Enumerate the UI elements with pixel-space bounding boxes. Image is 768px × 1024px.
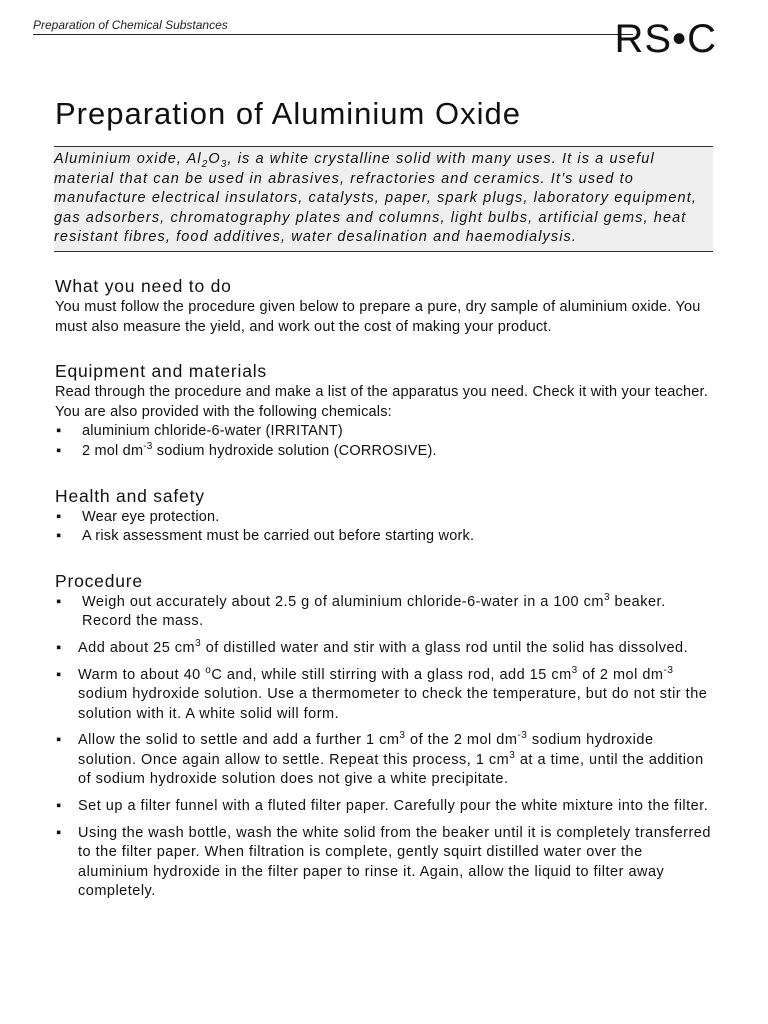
bullet-icon: ▪ (56, 442, 62, 459)
bullet-icon: ▪ (56, 666, 62, 683)
section-heading-what: What you need to do (55, 275, 232, 296)
list-item: ▪ 2 mol $dm^{-3}$ sodium hydroxide solution (CORROSIVE). (55, 442, 713, 462)
section-heading-equipment: Equipment and materials (55, 361, 267, 382)
procedure-steps (55, 593, 713, 902)
procedure-step: ▪ Warm to about 40 $^o$C and, while still stirring with a glass rod, add 15 $cm^3$ of 2 mol $dm^{-3}$ sodium hydroxide solution. Use a thermometer to check the temperature, but do not stir the solution with it. A white solid will form. (56, 664, 708, 722)
procedure-step: ▪ Using the wash bottle, wash the white solid from the beaker until it is completely transferred to the filter paper. When filtration is complete, gently squirt distilled water over the aluminium hydroxide in the filter paper to rinse it. Again, allow the liquid to filter away completely. (56, 824, 711, 900)
bullet-icon: ▪ (56, 639, 62, 656)
bullet-icon: ▪ (56, 824, 62, 841)
procedure-step: ▪ Allow the solid to settle and add a further 1 $cm^3$ of the 2 mol $dm^{-3}$ sodium hydroxide solution. Once again allow to settle. Repeat this process, 1 $cm^3$ at a time, until the addition of sodium hydroxide solution does not give a white precipitate. (56, 730, 704, 788)
bullet-icon: ▪ (56, 593, 62, 610)
procedure-step: ▪ Add about 25 $cm^3$ of distilled water and stir with a glass rod until the solid has dissolved. (55, 639, 713, 659)
intro-box (54, 146, 713, 252)
page-header (33, 17, 717, 61)
bullet-icon: ▪ (56, 423, 62, 440)
header-rule (33, 34, 633, 35)
document-body (55, 92, 713, 909)
chemicals-list (55, 422, 713, 461)
section-heading-health: Health and safety (55, 485, 205, 506)
bullet-icon: ▪ (56, 528, 62, 545)
bullet-icon: ▪ (56, 732, 62, 749)
intro-text: Aluminium oxide, $Al_2O_3$, is a white crystalline solid with many uses. It is a useful material that can be used in abrasives, refractories and ceramics. It’s used to manufacture electrical insulators, catalysts, paper, spark plugs, laboratory equipment, gas adsorbers, chromatography plates and columns, light bulbs, artificial gems, heat resistant fibres, food additives, water desalination and haemodialysis. (54, 151, 697, 246)
list-item: ▪ A risk assessment must be carried out before starting work. (55, 527, 713, 547)
procedure-step: ▪ Set up a filter funnel with a fluted filter paper. Carefully pour the white mixture into the filter. (55, 797, 713, 817)
list-item: ▪ Wear eye protection. (55, 508, 713, 528)
safety-list (55, 508, 713, 547)
section-text-equipment: Read through the procedure and make a list of the apparatus you need. Check it with your teacher. You are also provided with the following chemicals: (55, 384, 708, 420)
procedure-step: ▪ Weigh out accurately about 2.5 g of aluminium chloride-6-water in a 100 $cm^3$ beaker. Record the mass. (56, 591, 666, 630)
rsc-logo: RS•C (614, 17, 717, 61)
page-title: Preparation of Aluminium Oxide (55, 96, 521, 131)
section-heading-procedure: Procedure (55, 570, 143, 591)
running-title: Preparation of Chemical Substances (33, 18, 228, 32)
bullet-icon: ▪ (56, 798, 62, 815)
list-item: ▪ aluminium chloride-6-water (IRRITANT) (55, 422, 713, 442)
bullet-icon: ▪ (56, 508, 62, 525)
section-text-what: You must follow the procedure given below to prepare a pure, dry sample of aluminium oxide. You must also measure the yield, and work out the cost of making your product. (55, 298, 701, 335)
